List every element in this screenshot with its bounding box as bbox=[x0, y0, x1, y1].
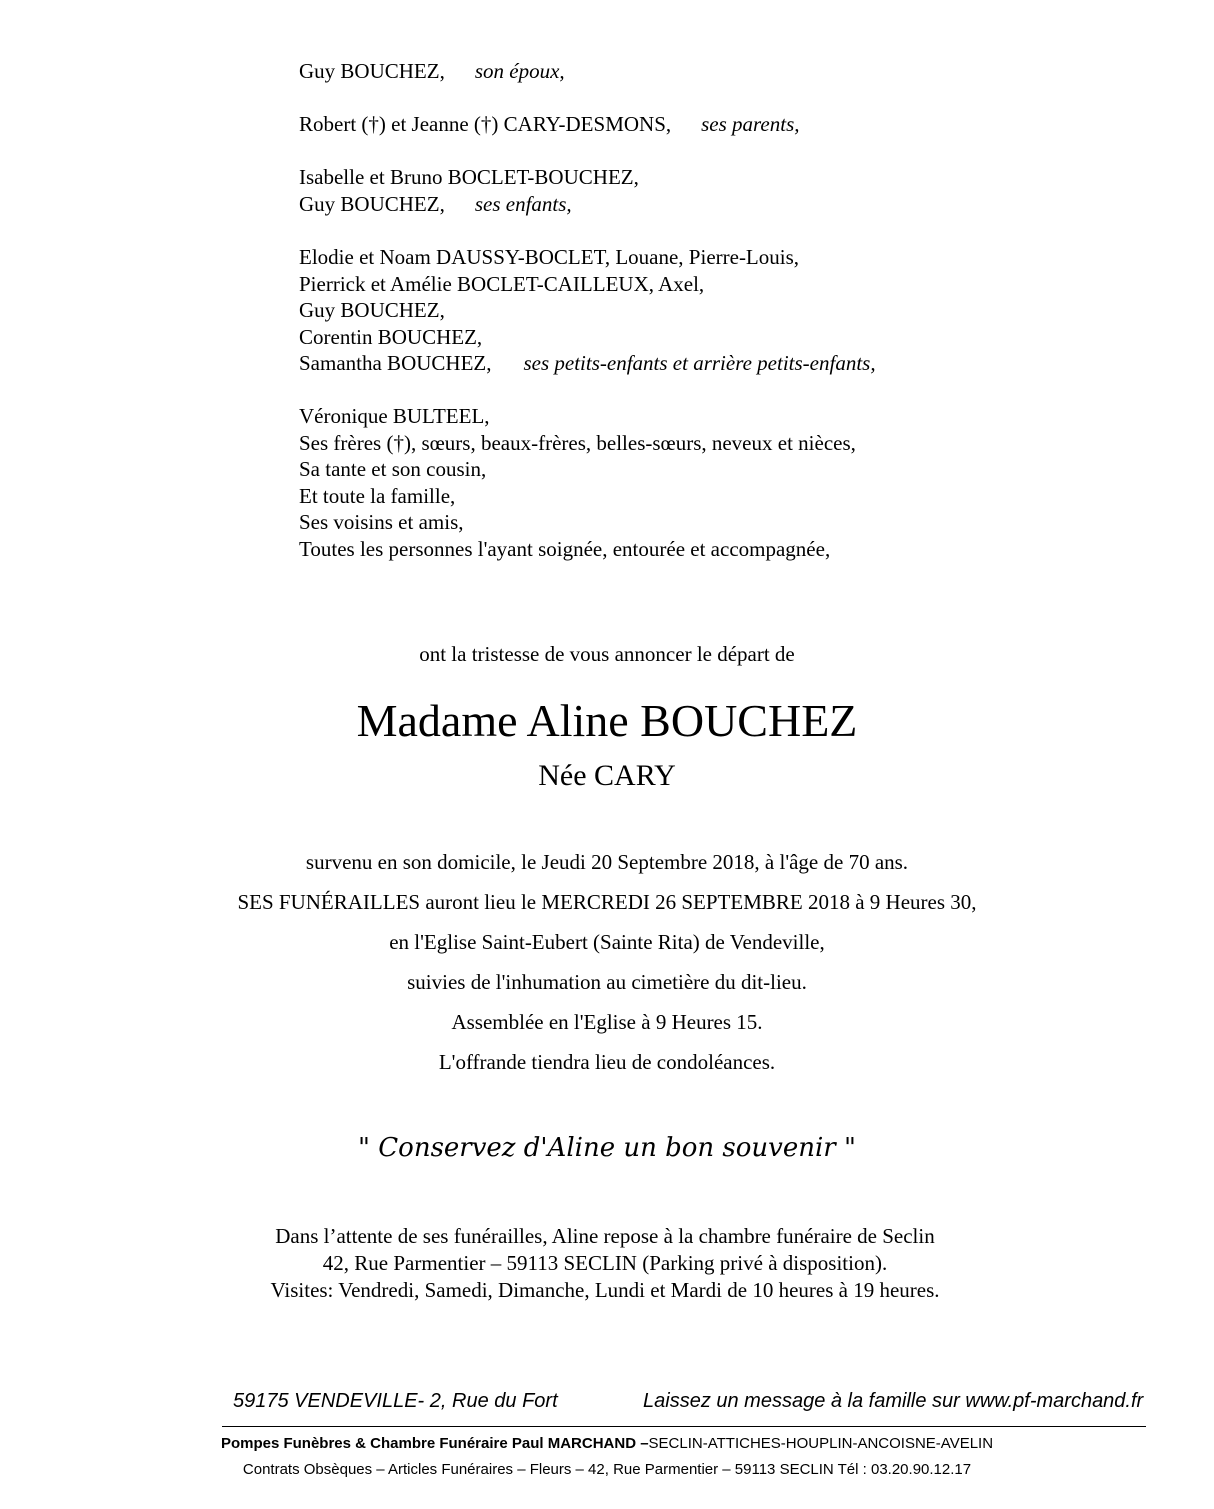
footer-company bbox=[0, 1435, 1214, 1452]
rest-line-1: Dans l’attente de ses funérailles, Aline repose à la chambre funéraire de Seclin bbox=[275, 1224, 935, 1248]
parents-block bbox=[299, 111, 800, 138]
details-line-5: Assemblée en l'Eglise à 9 Heures 15. bbox=[451, 1010, 763, 1034]
maiden-name: Née CARY bbox=[538, 759, 676, 792]
footer-company-name: Pompes Funèbres & Chambre Funéraire Paul MARCHAND – bbox=[220, 1435, 649, 1452]
details-line-2: SES FUNÉRAILLES auront lieu le MERCREDI 26 SEPTEMBRE 2018 à 9 Heures 30, bbox=[237, 890, 977, 914]
announcement-intro: ont la tristesse de vous annoncer le départ de bbox=[419, 642, 795, 666]
parents-relation: ses parents, bbox=[701, 112, 800, 136]
rest-line-2: 42, Rue Parmentier – 59113 SECLIN (Parking privé à disposition). bbox=[322, 1251, 888, 1275]
footer-services: Contrats Obsèques – Articles Funéraires – Fleurs – 42, Rue Parmentier – 59113 SECLIN Tél : 03.20.90.12.17 bbox=[242, 1461, 972, 1478]
children-line-1: Isabelle et Bruno BOCLET-BOUCHEZ, bbox=[299, 165, 639, 189]
footer-address: 59175 VENDEVILLE- 2, Rue du Fort bbox=[233, 1390, 558, 1412]
grandchildren-block bbox=[299, 244, 876, 377]
others-line-3: Sa tante et son cousin, bbox=[299, 457, 487, 481]
footer-company-towns: SECLIN-ATTICHES-HOUPLIN-ANCOISNE-AVELIN bbox=[648, 1435, 994, 1452]
grandchildren-line-3: Guy BOUCHEZ, bbox=[299, 298, 445, 322]
details-line-6: L'offrande tiendra lieu de condoléances. bbox=[438, 1050, 776, 1074]
details-line-1: survenu en son domicile, le Jeudi 20 Septembre 2018, à l'âge de 70 ans. bbox=[305, 850, 909, 874]
spouse-block bbox=[299, 58, 565, 85]
grandchildren-line-2: Pierrick et Amélie BOCLET-CAILLEUX, Axel, bbox=[299, 271, 705, 296]
deceased-name: Madame Aline BOUCHEZ bbox=[356, 695, 858, 746]
details-line-4: suivies de l'inhumation au cimetière du dit-lieu. bbox=[407, 970, 807, 994]
others-line-5: Ses voisins et amis, bbox=[299, 510, 464, 534]
spouse-name: Guy BOUCHEZ, bbox=[299, 59, 445, 83]
grandchildren-line-1: Elodie et Noam DAUSSY-BOCLET, Louane, Pierre-Louis, bbox=[299, 245, 800, 269]
grandchildren-line-5: Samantha BOUCHEZ, bbox=[299, 351, 492, 375]
details-line-3: en l'Eglise Saint-Eubert (Sainte Rita) de Vendeville, bbox=[389, 930, 825, 954]
others-line-1: Véronique BULTEEL, bbox=[299, 404, 490, 428]
others-line-6: Toutes les personnes l'ayant soignée, entourée et accompagnée, bbox=[299, 536, 831, 561]
others-block bbox=[299, 403, 856, 562]
grandchildren-relation: ses petits-enfants et arrière petits-enfants, bbox=[523, 351, 876, 375]
parents-name: Robert (†) et Jeanne (†) CARY-DESMONS, bbox=[299, 112, 672, 136]
footer-website-message: Laissez un message à la famille sur www.pf-marchand.fr bbox=[643, 1390, 1144, 1412]
others-line-2: Ses frères (†), sœurs, beaux-frères, belles-sœurs, neveux et nièces, bbox=[299, 430, 856, 455]
others-line-4: Et toute la famille, bbox=[299, 483, 456, 508]
grandchildren-line-4: Corentin BOUCHEZ, bbox=[299, 324, 483, 349]
footer-divider bbox=[222, 1426, 1146, 1427]
memorial-quote: " Conservez d'Aline un bon souvenir " bbox=[358, 1133, 856, 1163]
rest-line-3: Visites: Vendredi, Samedi, Dimanche, Lundi et Mardi de 10 heures à 19 heures. bbox=[270, 1278, 940, 1302]
children-block bbox=[299, 164, 639, 217]
spouse-relation: son époux, bbox=[474, 59, 565, 83]
children-line-2: Guy BOUCHEZ, bbox=[299, 191, 445, 216]
children-relation: ses enfants, bbox=[474, 191, 572, 216]
